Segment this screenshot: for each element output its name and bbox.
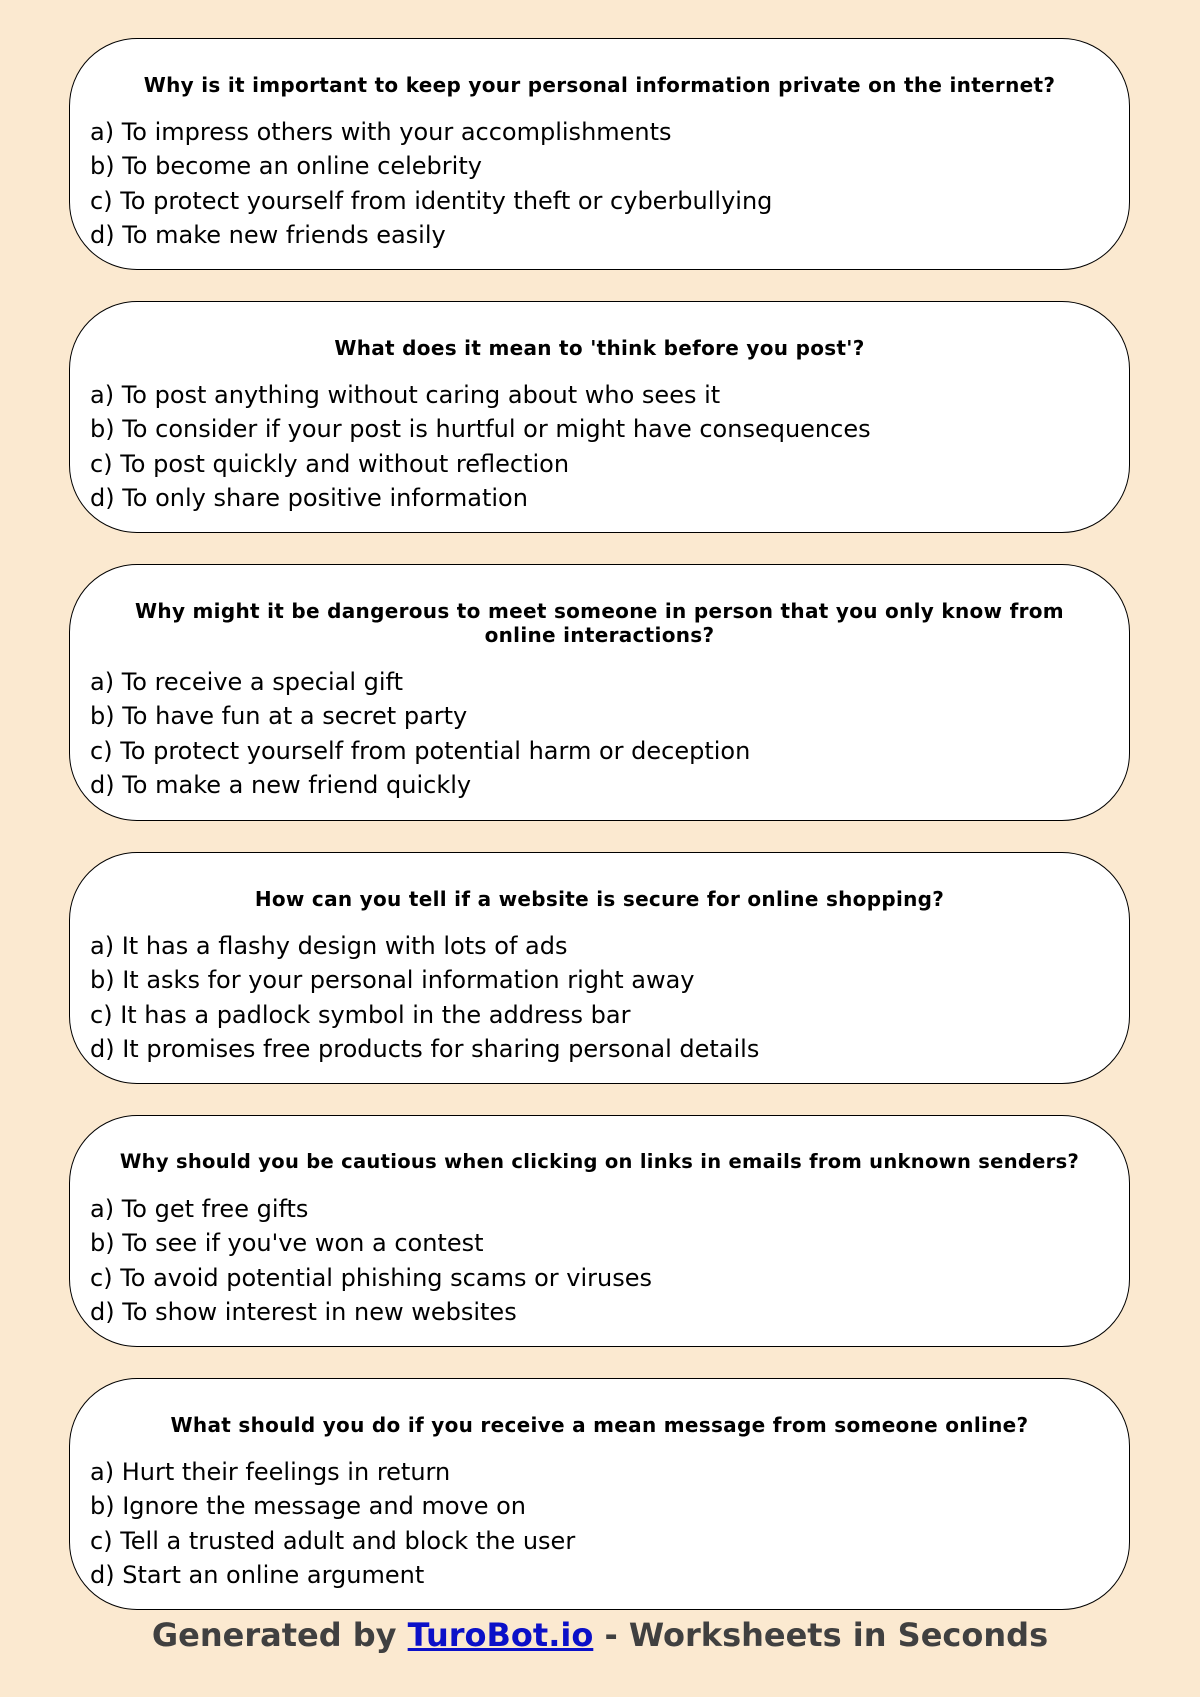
answer-options bbox=[90, 115, 772, 252]
option-d: d) It promises free products for sharing personal details bbox=[90, 1034, 760, 1063]
option-a: a) To impress others with your accomplishments bbox=[90, 118, 672, 146]
question-text: How can you tell if a website is secure for online shopping? bbox=[254, 887, 945, 911]
option-d: d) To make new friends easily bbox=[90, 220, 446, 249]
answer-options bbox=[90, 1192, 652, 1329]
option-c: c) To protect yourself from identity theft or cyberbullying bbox=[90, 186, 773, 215]
question-card-5 bbox=[69, 1115, 1130, 1347]
footer-suffix: - Worksheets in Seconds bbox=[593, 1616, 1049, 1654]
option-c: c) Tell a trusted adult and block the user bbox=[90, 1526, 576, 1555]
question-card-2 bbox=[69, 301, 1130, 533]
question-card-3 bbox=[69, 564, 1130, 821]
answer-options bbox=[90, 378, 871, 515]
option-d: d) To only share positive information bbox=[90, 483, 528, 512]
option-a: a) To receive a special gift bbox=[90, 668, 403, 696]
question-text: Why is it important to keep your personal information private on the internet? bbox=[143, 73, 1056, 97]
option-d: d) To show interest in new websites bbox=[90, 1297, 517, 1326]
answer-options bbox=[90, 929, 759, 1066]
option-c: c) To protect yourself from potential harm or deception bbox=[90, 736, 751, 765]
option-b: b) To see if you've won a contest bbox=[90, 1229, 484, 1258]
footer-credit bbox=[0, 1616, 1200, 1654]
question-text: Why might it be dangerous to meet someone in person that you only know from online interactions? bbox=[135, 599, 1064, 647]
question-card-4 bbox=[69, 852, 1130, 1084]
option-b: b) To consider if your post is hurtful or might have consequences bbox=[90, 415, 871, 444]
option-b: b) To become an online celebrity bbox=[90, 152, 482, 181]
option-c: c) To post quickly and without reflection bbox=[90, 449, 570, 478]
turobot-link[interactable]: TuroBot.io bbox=[407, 1616, 594, 1654]
option-a: a) To post anything without caring about who sees it bbox=[90, 381, 721, 409]
option-b: b) To have fun at a secret party bbox=[90, 702, 468, 731]
option-c: c) It has a padlock symbol in the address bar bbox=[90, 1000, 631, 1029]
question-text: What should you do if you receive a mean message from someone online? bbox=[170, 1413, 1029, 1437]
answer-options bbox=[90, 665, 750, 802]
option-d: d) To make a new friend quickly bbox=[90, 770, 472, 799]
option-c: c) To avoid potential phishing scams or viruses bbox=[90, 1263, 652, 1292]
question-card-6 bbox=[69, 1378, 1130, 1610]
answer-options bbox=[90, 1455, 575, 1592]
question-text: Why should you be cautious when clicking on links in emails from unknown senders? bbox=[119, 1150, 1080, 1173]
option-a: a) Hurt their feelings in return bbox=[90, 1458, 451, 1486]
question-card-1 bbox=[69, 38, 1130, 270]
option-b: b) Ignore the message and move on bbox=[90, 1492, 527, 1521]
option-a: a) To get free gifts bbox=[90, 1195, 309, 1223]
option-d: d) Start an online argument bbox=[90, 1560, 425, 1589]
option-b: b) It asks for your personal information right away bbox=[90, 966, 695, 995]
option-a: a) It has a flashy design with lots of ads bbox=[90, 932, 568, 960]
footer-prefix: Generated by bbox=[151, 1616, 408, 1654]
question-text: What does it mean to 'think before you post'? bbox=[334, 336, 865, 360]
